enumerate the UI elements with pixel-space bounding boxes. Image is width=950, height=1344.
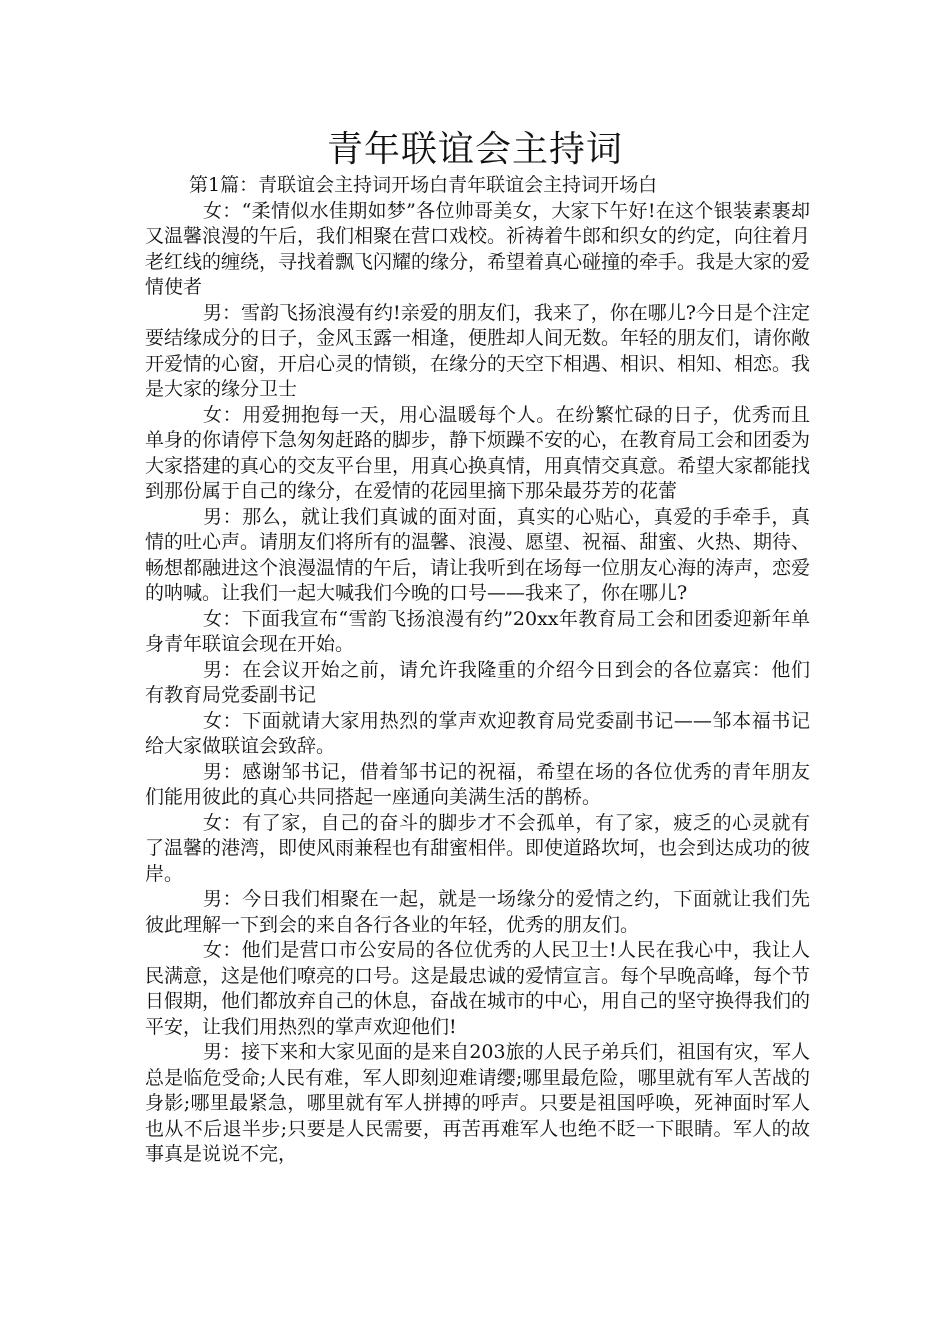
paragraph: 女：下面我宣布“雪韵飞扬浪漫有约”20xx年教育局工会和团委迎新年单身青年联谊会现在开始。 — [145, 607, 810, 655]
paragraph: 男：那么，就让我们真诚的面对面，真实的心贴心，真爱的手牵手，真情的吐心声。请朋友们将所有的温馨、浪漫、愿望、祝福、甜蜜、火热、期待、畅想都融进这个浪漫温情的午后，请让我听到在场每一位朋友心海的涛声，恋爱的呐喊。让我们一起大喊我们今晚的口号——我来了，你在哪儿? — [145, 505, 811, 604]
paragraph: 女：“柔情似水佳期如梦”各位帅哥美女，大家下午好!在这个银装素裹却又温馨浪漫的午后，我们相聚在营口戏校。祈祷着牛郎和织女的约定，向往着月老红线的缠绕，寻找着飘飞闪耀的缘分，希望着真心碰撞的牵手。我是大家的爱情使者 — [145, 199, 811, 298]
paragraph: 女：用爱拥抱每一天，用心温暖每个人。在纷繁忙碌的日子，优秀而且单身的你请停下急匆匆赶路的脚步，静下烦躁不安的心，在教育局工会和团委为大家搭建的真心的交友平台里，用真心换真情，用真情交真意。希望大家都能找到那份属于自己的缘分，在爱情的花园里摘下那朵最芬芳的花蕾 — [145, 403, 811, 502]
document-body — [145, 173, 810, 1168]
paragraph: 男：接下来和大家见面的是来自203旅的人民子弟兵们，祖国有灾，军人总是临危受命;人民有难，军人即刻迎难请缨;哪里最危险，哪里就有军人苦战的身影;哪里最紧急，哪里就有军人拼搏的呼声。只要是祖国呼唤，死神面时军人也从不后退半步;只要是人民需要，再苦再难军人也绝不眨一下眼睛。军人的故事真是说说不完， — [145, 1041, 810, 1165]
paragraph: 女：下面就请大家用热烈的掌声欢迎教育局党委副书记——邹本福书记给大家做联谊会致辞。 — [145, 709, 810, 757]
paragraph: 男：雪韵飞扬浪漫有约!亲爱的朋友们，我来了，你在哪儿?今日是个注定要结缘成分的日子，金风玉露一相逢，便胜却人间无数。年轻的朋友们，请你敞开爱情的心窗，开启心灵的情锁，在缘分的天空下相遇、相识、相知、相恋。我是大家的缘分卫士 — [145, 301, 811, 400]
document-subtitle: 第1篇：青联谊会主持词开场白青年联谊会主持词开场白 — [189, 174, 658, 196]
document-title: 青年联谊会主持词 — [326, 129, 623, 170]
paragraph: 女：有了家，自己的奋斗的脚步才不会孤单，有了家，疲乏的心灵就有了温馨的港湾，即使风雨兼程也有甜蜜相伴。即使道路坎坷，也会到达成功的彼岸。 — [145, 811, 811, 885]
paragraph: 男：感谢邹书记，借着邹书记的祝福，希望在场的各位优秀的青年朋友们能用彼此的真心共同搭起一座通向美满生活的鹊桥。 — [145, 760, 810, 808]
paragraph: 男：在会议开始之前，请允许我隆重的介绍今日到会的各位嘉宾：他们有教育局党委副书记 — [145, 658, 810, 706]
paragraph: 女：他们是营口市公安局的各位优秀的人民卫士!人民在我心中，我让人民满意，这是他们嘹亮的口号。这是最忠诚的爱情宣言。每个早晚高峰，每个节日假期，他们都放弃自己的休息，奋战在城市的中心，用自己的坚守换得我们的平安，让我们用热烈的掌声欢迎他们! — [145, 939, 811, 1038]
paragraph: 男：今日我们相聚在一起，就是一场缘分的爱情之约，下面就让我们先彼此理解一下到会的来自各行各业的年轻，优秀的朋友们。 — [145, 888, 810, 936]
